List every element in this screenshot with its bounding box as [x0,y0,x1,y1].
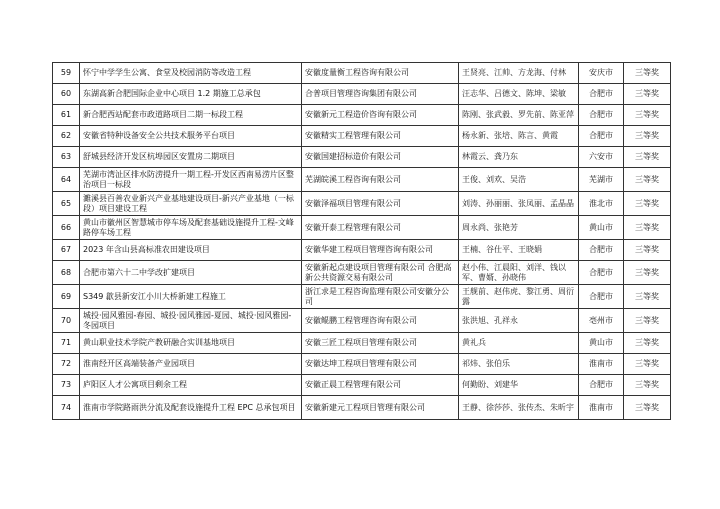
project-name: 黄山市徽州区智慧城市停车场及配套基础设施提升工程-文峰路停车场工程 [80,216,302,240]
company-name: 安徽正晨工程管理有限公司 [302,375,459,396]
row-number: 71 [53,333,80,354]
award-level: 三等奖 [624,192,671,216]
row-number: 73 [53,375,80,396]
city: 合肥市 [579,375,624,396]
company-name: 安徽度量衡工程咨询有限公司 [302,63,459,84]
city: 亳州市 [579,309,624,333]
award-level: 三等奖 [624,216,671,240]
row-number: 65 [53,192,80,216]
city: 淮南市 [579,354,624,375]
city: 合肥市 [579,84,624,105]
table-row [53,333,671,354]
table-row [53,126,671,147]
table-row [53,375,671,396]
personnel-names: 陈刚、张武毅、罗先前、陈亚萍 [459,105,579,126]
project-name: 淮南经开区高端装备产业园项目 [80,354,302,375]
company-name: 安徽达坤工程项目管理有限公司 [302,354,459,375]
project-name: 合肥市第六十二中学改扩建项目 [80,261,302,285]
city: 六安市 [579,147,624,168]
personnel-names: 刘涛、孙丽丽、张凤丽、孟晶晶 [459,192,579,216]
row-number: 59 [53,63,80,84]
table-row [53,105,671,126]
company-name: 安徽新建元工程项目管理有限公司 [302,396,459,420]
personnel-names: 王贤亮、江帅、方龙海、付林 [459,63,579,84]
personnel-names: 祁炜、张伯乐 [459,354,579,375]
personnel-names: 王楠、谷仕平、王晓娟 [459,240,579,261]
city: 合肥市 [579,261,624,285]
project-name: 怀宁中学学生公寓、食堂及校园消防等改造工程 [80,63,302,84]
row-number: 74 [53,396,80,420]
table-row [53,168,671,192]
personnel-names: 黄礼兵 [459,333,579,354]
personnel-names: 王舰前、赵伟虎、黎江勇、周衍露 [459,285,579,309]
company-name: 安徽三匠工程项目管理有限公司 [302,333,459,354]
award-level: 三等奖 [624,354,671,375]
table-row [53,309,671,333]
award-level: 三等奖 [624,126,671,147]
project-name: 舒城县经济开发区杭埠园区安置房二期项目 [80,147,302,168]
city: 芜湖市 [579,168,624,192]
table-row [53,240,671,261]
row-number: 60 [53,84,80,105]
city: 合肥市 [579,285,624,309]
row-number: 68 [53,261,80,285]
project-name: 2023 年含山县高标准农田建设项目 [80,240,302,261]
personnel-names: 赵小伟、江晨阳、刘洋、钱以军、曹婿、孙晓伟 [459,261,579,285]
personnel-names: 王静、徐莎莎、张传杰、朱昕宇 [459,396,579,420]
personnel-names: 王俊、刘欢、吴浩 [459,168,579,192]
project-name: 淮南市学院路雨洪分流及配套设施提升工程 EPC 总承包项目 [80,396,302,420]
award-level: 三等奖 [624,285,671,309]
table-row [53,147,671,168]
award-level: 三等奖 [624,396,671,420]
personnel-names: 汪志华、吕德文、陈坤、梁敏 [459,84,579,105]
award-table [52,62,671,420]
table-row [53,396,671,420]
city: 黄山市 [579,333,624,354]
award-level: 三等奖 [624,240,671,261]
company-name: 合普项目管理咨询集团有限公司 [302,84,459,105]
personnel-names: 何勤盼、刘建华 [459,375,579,396]
project-name: S349 歙县新安江小川大桥新建工程施工 [80,285,302,309]
project-name: 安徽省特种设备安全公共技术服务平台项目 [80,126,302,147]
company-name: 安徽华建工程项目管理咨询有限公司 [302,240,459,261]
table-row [53,192,671,216]
personnel-names: 周永尚、张艳芳 [459,216,579,240]
project-name: 庐阳区人才公寓项目剩余工程 [80,375,302,396]
table-row [53,63,671,84]
award-level: 三等奖 [624,147,671,168]
project-name: 濉溪县百善农业新兴产业基地建设项目-新兴产业基地（一标段）项目建设工程 [80,192,302,216]
company-name: 芜湖皖溪工程咨询有限公司 [302,168,459,192]
row-number: 64 [53,168,80,192]
company-name: 安徽精实工程管理有限公司 [302,126,459,147]
project-name: 城投·园风雅园-春园、城投·园风雅园-夏园、城投·园风雅园-冬园项目 [80,309,302,333]
table-row [53,261,671,285]
project-name: 新合肥西站配套市政道路项目二期一标段工程 [80,105,302,126]
row-number: 66 [53,216,80,240]
company-name: 安徽新元工程造价咨询有限公司 [302,105,459,126]
company-name: 安徽泽福项目管理有限公司 [302,192,459,216]
award-level: 三等奖 [624,105,671,126]
table-row [53,216,671,240]
personnel-names: 张洪旭、孔祥永 [459,309,579,333]
personnel-names: 杨永新、张培、陈言、黄霞 [459,126,579,147]
row-number: 70 [53,309,80,333]
table-row [53,84,671,105]
row-number: 69 [53,285,80,309]
city: 合肥市 [579,105,624,126]
company-name: 安徽新起点建设项目管理有限公司 合肥高新公共资源交易有限公司 [302,261,459,285]
personnel-names: 林霞云、龚乃东 [459,147,579,168]
row-number: 61 [53,105,80,126]
table-row [53,285,671,309]
award-level: 三等奖 [624,168,671,192]
row-number: 63 [53,147,80,168]
city: 淮南市 [579,396,624,420]
company-name: 浙江求是工程咨询监理有限公司安徽分公司 [302,285,459,309]
city: 黄山市 [579,216,624,240]
project-name: 芜湖市湾沚区排水防涝提升一期工程-开发区西南易涝片区整治项目一标段 [80,168,302,192]
city: 合肥市 [579,240,624,261]
city: 淮北市 [579,192,624,216]
table-row [53,354,671,375]
company-name: 安徽国建招标造价有限公司 [302,147,459,168]
project-name: 黄山职业技术学院产教研融合实训基地项目 [80,333,302,354]
city: 合肥市 [579,126,624,147]
award-level: 三等奖 [624,261,671,285]
award-level: 三等奖 [624,309,671,333]
row-number: 62 [53,126,80,147]
row-number: 67 [53,240,80,261]
company-name: 安徽鲲鹏工程管理咨询有限公司 [302,309,459,333]
award-table-body [53,63,671,420]
award-level: 三等奖 [624,84,671,105]
project-name: 东湖高新合肥国际企业中心项目 1.2 期施工总承包 [80,84,302,105]
award-level: 三等奖 [624,333,671,354]
city: 安庆市 [579,63,624,84]
award-level: 三等奖 [624,63,671,84]
company-name: 安徽开泰工程管理有限公司 [302,216,459,240]
award-level: 三等奖 [624,375,671,396]
row-number: 72 [53,354,80,375]
